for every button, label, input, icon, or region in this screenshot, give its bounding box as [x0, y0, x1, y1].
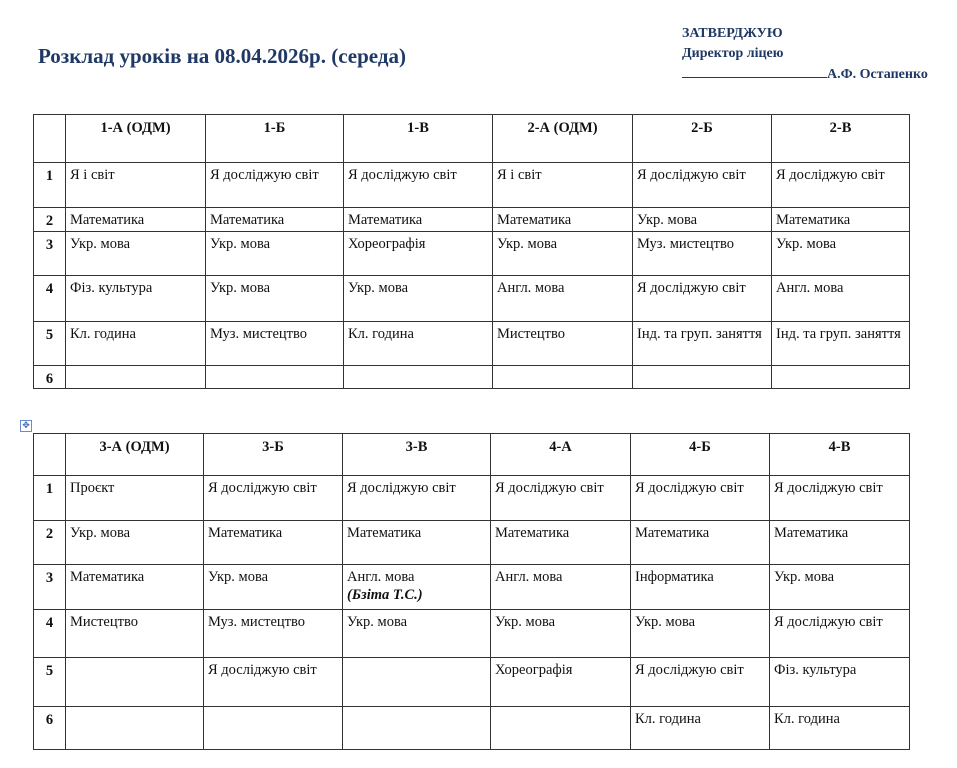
- lesson-cell: Математика: [204, 521, 343, 565]
- table-row: [34, 565, 910, 610]
- lesson-cell: Муз. мистецтво: [206, 322, 344, 366]
- column-header: 4-А: [491, 434, 631, 476]
- column-header: 1-В: [344, 115, 493, 163]
- table-row: [34, 208, 910, 232]
- lesson-cell: Я досліджую світ: [491, 476, 631, 521]
- lesson-cell: Укр. мова: [206, 232, 344, 276]
- lesson-cell: Математика: [343, 521, 491, 565]
- page-title: Розклад уроків на 08.04.2026р. (середа): [38, 44, 406, 68]
- column-header: 1-Б: [206, 115, 344, 163]
- lesson-number: 4: [34, 610, 66, 658]
- lesson-cell: Укр. мова: [491, 610, 631, 658]
- lesson-cell: Хореографія: [491, 658, 631, 707]
- lesson-cell: Фіз. культура: [770, 658, 910, 707]
- lesson-number: 4: [34, 276, 66, 322]
- lesson-number: 3: [34, 565, 66, 610]
- column-header: 2-Б: [633, 115, 772, 163]
- approve-heading: ЗАТВЕРДЖУЮ: [682, 26, 783, 41]
- lesson-cell: Я досліджую світ: [631, 658, 770, 707]
- lesson-number: 5: [34, 658, 66, 707]
- lesson-cell: Математика: [66, 565, 204, 610]
- lesson-cell: Кл. година: [631, 707, 770, 750]
- lesson-cell: Математика: [631, 521, 770, 565]
- table-header-row: [34, 434, 910, 476]
- lesson-cell: Укр. мова: [344, 276, 493, 322]
- table-row: [34, 366, 910, 389]
- lesson-cell: Я досліджую світ: [633, 276, 772, 322]
- lesson-cell: Я досліджую світ: [204, 476, 343, 521]
- column-header: 3-В: [343, 434, 491, 476]
- lesson-cell: Укр. мова: [343, 610, 491, 658]
- lesson-cell: Укр. мова: [770, 565, 910, 610]
- lesson-cell: Математика: [66, 208, 206, 232]
- lesson-cell: Укр. мова: [204, 565, 343, 610]
- header-corner: [34, 434, 66, 476]
- signature-line: [682, 64, 827, 78]
- table-row: [34, 658, 910, 707]
- lesson-cell: Я досліджую світ: [204, 658, 343, 707]
- column-header: 1-А (ОДМ): [66, 115, 206, 163]
- table-row: [34, 707, 910, 750]
- lesson-cell: Мистецтво: [66, 610, 204, 658]
- lesson-number: 1: [34, 476, 66, 521]
- lesson-cell: Інформатика: [631, 565, 770, 610]
- lesson-cell: [344, 366, 493, 389]
- column-header: 3-Б: [204, 434, 343, 476]
- lesson-cell: Англ. мова: [491, 565, 631, 610]
- lesson-cell: Англ. мова: [493, 276, 633, 322]
- approve-position: Директор ліцею: [682, 46, 784, 61]
- lesson-number: 5: [34, 322, 66, 366]
- lesson-cell: Укр. мова: [772, 232, 910, 276]
- lesson-number: 6: [34, 366, 66, 389]
- column-header: 2-В: [772, 115, 910, 163]
- lesson-number: 6: [34, 707, 66, 750]
- lesson-cell: [343, 565, 491, 610]
- column-header: 2-А (ОДМ): [493, 115, 633, 163]
- lesson-number: 2: [34, 521, 66, 565]
- header-corner: [34, 115, 66, 163]
- lesson-cell: Я і світ: [493, 163, 633, 208]
- lesson-cell: Укр. мова: [66, 232, 206, 276]
- lesson-subject: Англ. мова: [347, 569, 415, 585]
- schedule-table-grades-1-2: [33, 114, 910, 389]
- lesson-cell: Я досліджую світ: [344, 163, 493, 208]
- lesson-cell: [493, 366, 633, 389]
- lesson-cell: [633, 366, 772, 389]
- lesson-cell: Я досліджую світ: [206, 163, 344, 208]
- teacher-note: (Бзіта Т.С.): [347, 587, 423, 603]
- lesson-cell: Хореографія: [344, 232, 493, 276]
- lesson-cell: Інд. та груп. заняття: [772, 322, 910, 366]
- lesson-cell: Математика: [344, 208, 493, 232]
- lesson-cell: Математика: [491, 521, 631, 565]
- lesson-cell: Я досліджую світ: [343, 476, 491, 521]
- lesson-cell: [343, 707, 491, 750]
- column-header: 3-А (ОДМ): [66, 434, 204, 476]
- lesson-cell: [206, 366, 344, 389]
- approve-name: А.Ф. Остапенко: [827, 67, 928, 82]
- column-header: 4-В: [770, 434, 910, 476]
- lesson-cell: Муз. мистецтво: [204, 610, 343, 658]
- lesson-cell: Фіз. культура: [66, 276, 206, 322]
- lesson-cell: [204, 707, 343, 750]
- lesson-cell: Математика: [772, 208, 910, 232]
- lesson-cell: [66, 366, 206, 389]
- table-row: [34, 476, 910, 521]
- lesson-cell: Муз. мистецтво: [633, 232, 772, 276]
- approval-block: [682, 24, 928, 85]
- lesson-number: 1: [34, 163, 66, 208]
- lesson-cell: Я досліджую світ: [770, 476, 910, 521]
- lesson-cell: Проєкт: [66, 476, 204, 521]
- table-row: [34, 276, 910, 322]
- table-row: [34, 163, 910, 208]
- lesson-cell: Мистецтво: [493, 322, 633, 366]
- approve-signature: [682, 64, 928, 85]
- lesson-cell: [491, 707, 631, 750]
- table-row: [34, 322, 910, 366]
- table-row: [34, 610, 910, 658]
- lesson-cell: [66, 658, 204, 707]
- lesson-cell: [66, 707, 204, 750]
- lesson-cell: Укр. мова: [66, 521, 204, 565]
- lesson-cell: Я і світ: [66, 163, 206, 208]
- lesson-cell: Математика: [206, 208, 344, 232]
- lesson-cell: Математика: [770, 521, 910, 565]
- move-handle-icon[interactable]: ✥: [20, 420, 32, 432]
- schedule-table-grades-3-4: [33, 433, 910, 750]
- lesson-cell: Інд. та груп. заняття: [633, 322, 772, 366]
- lesson-cell: Укр. мова: [633, 208, 772, 232]
- table-row: [34, 232, 910, 276]
- lesson-cell: Кл. година: [770, 707, 910, 750]
- lesson-cell: Я досліджую світ: [631, 476, 770, 521]
- column-header: 4-Б: [631, 434, 770, 476]
- lesson-cell: Кл. година: [66, 322, 206, 366]
- lesson-number: 2: [34, 208, 66, 232]
- lesson-cell: Я досліджую світ: [633, 163, 772, 208]
- lesson-cell: Я досліджую світ: [772, 163, 910, 208]
- table-row: [34, 521, 910, 565]
- lesson-cell: Укр. мова: [493, 232, 633, 276]
- lesson-cell: [343, 658, 491, 707]
- lesson-cell: [772, 366, 910, 389]
- lesson-number: 3: [34, 232, 66, 276]
- table-header-row: [34, 115, 910, 163]
- lesson-cell: Укр. мова: [631, 610, 770, 658]
- lesson-cell: Математика: [493, 208, 633, 232]
- lesson-cell: Кл. година: [344, 322, 493, 366]
- lesson-cell: Укр. мова: [206, 276, 344, 322]
- lesson-cell: Англ. мова: [772, 276, 910, 322]
- lesson-cell: Я досліджую світ: [770, 610, 910, 658]
